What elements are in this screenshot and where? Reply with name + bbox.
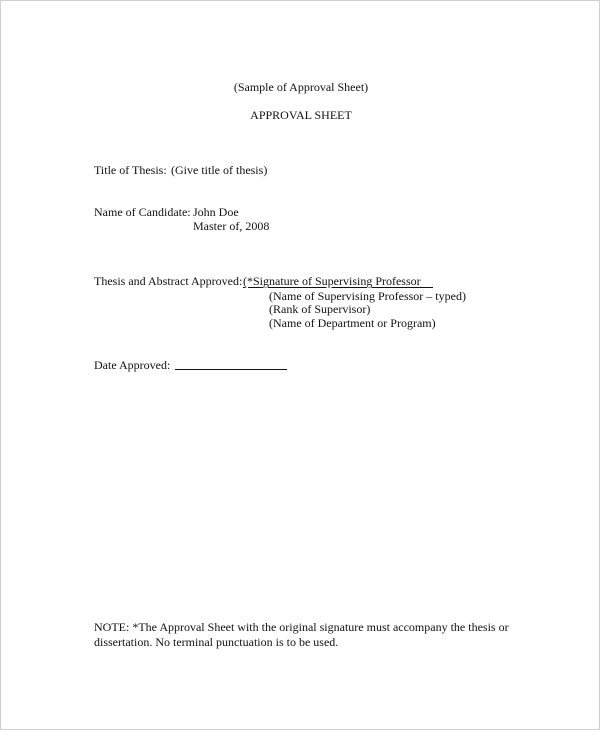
supervisor-rank: (Rank of Supervisor) <box>269 302 371 316</box>
thesis-title-label: Title of Thesis: <box>94 163 167 177</box>
candidate-degree: Master of, 2008 <box>193 219 270 233</box>
approval-label: Thesis and Abstract Approved: <box>94 274 243 288</box>
page-title: APPROVAL SHEET <box>250 108 352 122</box>
signature-underline-tail <box>416 287 433 288</box>
signature-line: (*Signature of Supervising Professor <box>243 274 421 288</box>
note-line-1: NOTE: *The Approval Sheet with the original signature must accompany the thesis or <box>94 620 509 634</box>
note-block <box>94 620 524 650</box>
professor-name: (Name of Supervising Professor – typed) <box>269 289 466 303</box>
note-line-2: dissertation. No terminal punctuation is to be used. <box>94 635 339 649</box>
candidate-label: Name of Candidate: <box>94 205 191 219</box>
date-approved-line <box>175 369 287 370</box>
department-name: (Name of Department or Program) <box>269 316 436 330</box>
date-approved-label: Date Approved: <box>94 358 171 372</box>
thesis-title-value: (Give title of thesis) <box>171 163 268 177</box>
candidate-name: John Doe <box>193 205 239 219</box>
sample-label: (Sample of Approval Sheet) <box>233 80 369 94</box>
